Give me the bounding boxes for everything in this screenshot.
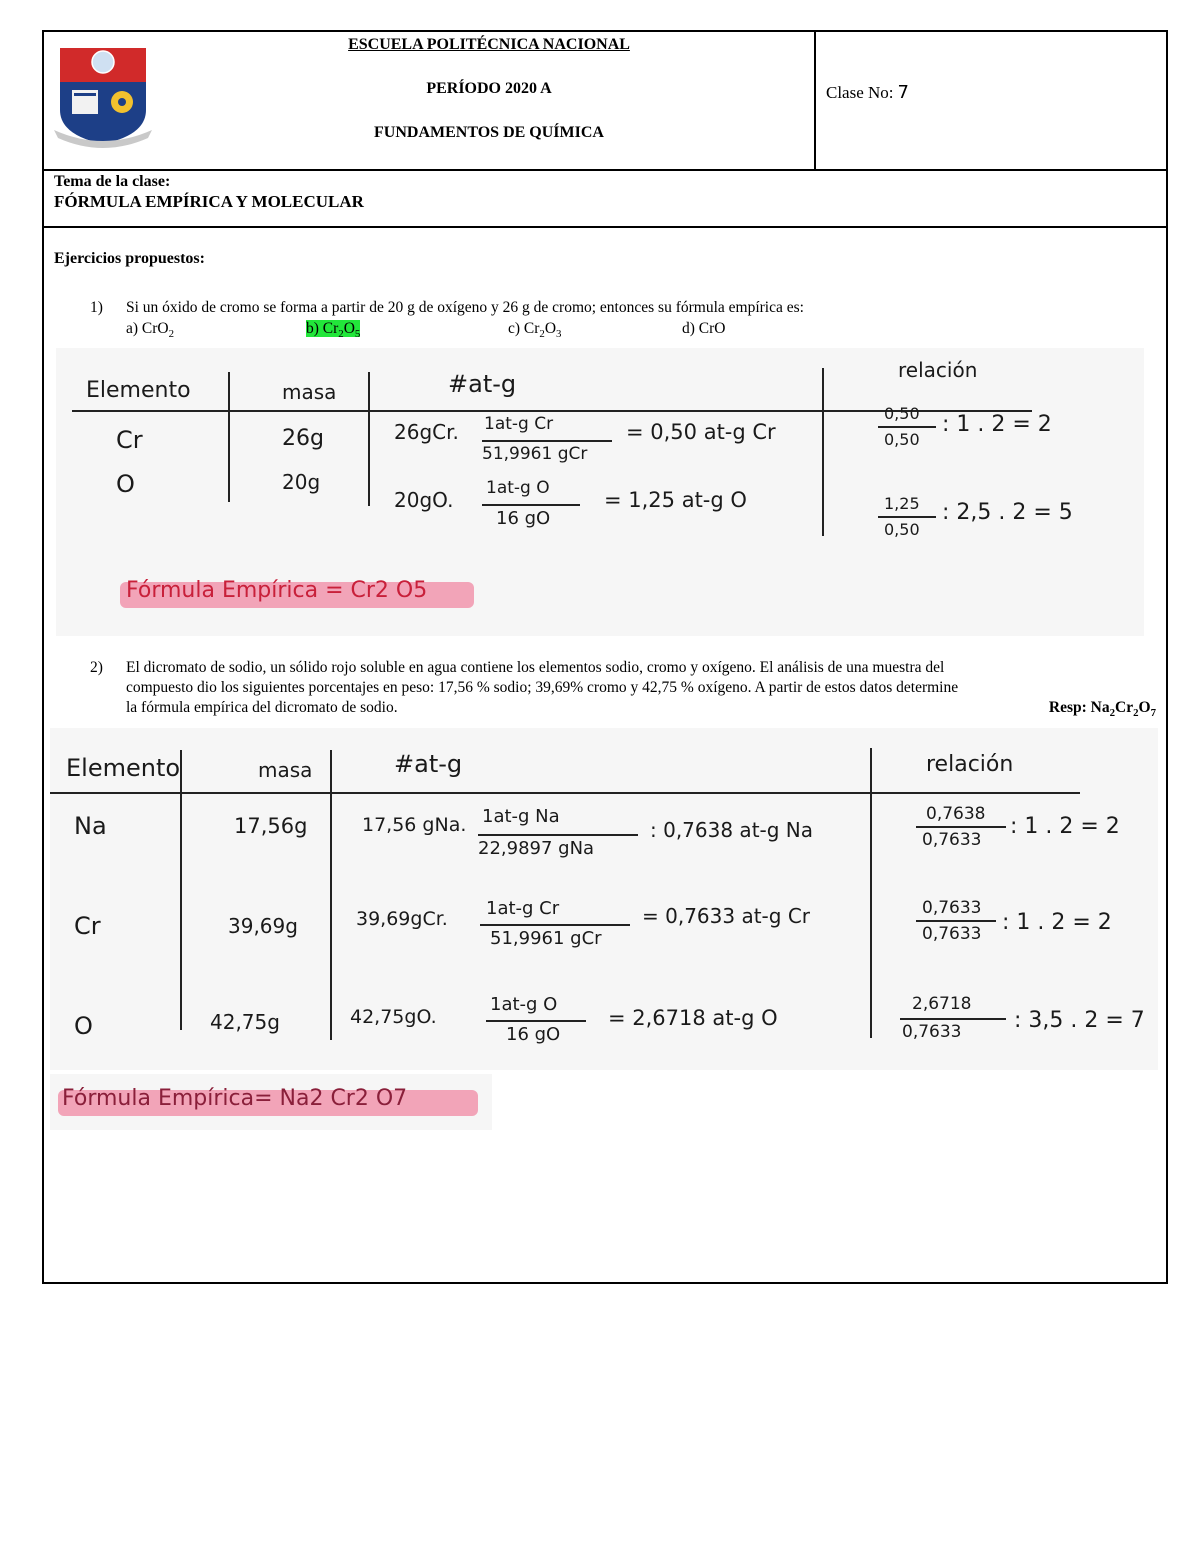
topic-value: FÓRMULA EMPÍRICA Y MOLECULAR [54,192,364,211]
q2-line-2: compuesto dio los siguientes porcentajes en peso: 17,56 % sodio; 39,69% cromo y 42,75 % oxígeno. A partir de estos datos determine [126,679,959,696]
header-at-g: #at-g [448,370,517,398]
header-elemento: Elemento [86,378,191,403]
q2-answer: Resp: $Na_2Cr_2O_7$ [1048,699,1156,720]
q2-formula: Fórmula Empírica= Na2 Cr2 O7 [62,1086,408,1111]
row-mass: 39,69g [228,914,298,938]
column-line [870,748,872,1038]
header-elemento: Elemento [66,754,181,782]
row-denominator: 16 gO [506,1024,561,1045]
header-relacion: relación [898,358,978,382]
fraction-bar [878,426,936,428]
row-result: = 1,25 at-g O [604,488,747,512]
q2-formula-strip [50,1074,492,1130]
q1-number: 1) [90,299,103,316]
header-relacion: relación [926,752,1014,777]
header-masa: masa [258,758,313,782]
class-number-box [826,82,909,103]
row-numerator: 1at-g Na [482,806,560,827]
rel-denominator: 0,50 [884,430,920,449]
class-number: 7 [897,82,909,103]
row-numerator: 1at-g Cr [486,898,560,919]
rel-denominator: 0,50 [884,520,920,539]
relation: : 1 . 2 = 2 [1010,814,1120,839]
row-result: = 0,7633 at-g Cr [642,904,811,928]
header-masa: masa [282,380,337,404]
fraction-bar [916,920,996,922]
relation: : 1 . 2 = 2 [942,412,1052,437]
row-element: O [116,470,135,498]
q1-option-c: c) $Cr_2O_3$ [508,320,562,341]
q1-option-b: b) $Cr_2O_5$ [306,320,361,341]
fraction-bar [480,924,630,926]
rel-denominator: 0,7633 [902,1022,962,1042]
fraction-bar [478,834,638,836]
rel-denominator: 0,7633 [922,924,982,944]
row-denominator: 22,9897 gNa [478,838,595,859]
fraction-bar [900,1018,1006,1020]
topic-section [44,169,1166,228]
row-numerator: 1at-g O [490,994,558,1015]
class-label: Clase No: [826,83,894,102]
column-line [330,750,332,1040]
rel-numerator: 1,25 [884,494,920,513]
school-name: ESCUELA POLITÉCNICA NACIONAL [348,36,630,53]
relation: : 3,5 . 2 = 7 [1014,1008,1145,1033]
q2-line-3: la fórmula empírica del dicromato de sodio. [126,699,398,716]
row-calc: 20gO. [394,488,454,512]
period: PERÍODO 2020 A [426,80,552,97]
rel-numerator: 0,7638 [926,804,986,824]
fraction-bar [482,504,580,506]
row-calc: 26gCr. [394,420,459,444]
row-denominator: 51,9961 gCr [482,444,588,464]
q1-option-a: a) CrO$_2$ [126,320,175,341]
row-calc: 42,75gO. [350,1006,437,1028]
fraction-bar [878,516,936,518]
row-element: O [74,1012,93,1040]
fraction-bar [916,826,1006,828]
column-line [822,368,824,536]
topic-label: Tema de la clase: [54,173,171,190]
school-logo [52,40,154,150]
column-line [180,750,182,1030]
row-calc: 39,69gCr. [356,908,448,930]
q2-line-1: El dicromato de sodio, un sólido rojo soluble en agua contiene los elementos sodio, cromo y oxígeno. El análisis de una muestra del [126,659,945,676]
row-mass: 20g [282,470,321,494]
rel-numerator: 0,50 [884,404,920,423]
header-at-g: #at-g [394,750,463,778]
q2-text [126,658,1166,718]
q2-number: 2) [90,659,103,676]
document-sheet [42,30,1168,1284]
row-denominator: 51,9961 gCr [490,928,602,949]
row-result: = 2,6718 at-g O [608,1006,778,1030]
fraction-bar [482,440,612,442]
header [44,32,1166,171]
row-result: : 0,7638 at-g Na [650,818,814,842]
row-element: Na [74,812,107,840]
q2-handwritten-table [50,728,1158,1070]
row-mass: 26g [282,426,324,451]
course-name: FUNDAMENTOS DE QUÍMICA [374,124,604,141]
row-denominator: 16 gO [496,508,551,529]
row-numerator: 1at-g O [486,478,550,498]
relation: : 2,5 . 2 = 5 [942,500,1073,525]
fraction-bar [486,1020,586,1022]
row-element: Cr [74,912,101,940]
q1-formula: Fórmula Empírica = Cr2 O5 [126,578,428,603]
rel-numerator: 0,7633 [922,898,982,918]
header-divider [814,32,816,169]
row-mass: 42,75g [210,1010,280,1034]
table-header-line [50,792,1080,794]
rel-denominator: 0,7633 [922,830,982,850]
rel-numerator: 2,6718 [912,994,972,1014]
row-calc: 17,56 gNa. [362,814,467,836]
q1-text: Si un óxido de cromo se forma a partir de 20 g de oxígeno y 26 g de cromo; entonces su fórmula empírica es: [126,299,804,316]
row-result: = 0,50 at-g Cr [626,420,776,444]
column-line [228,372,230,502]
relation: : 1 . 2 = 2 [1002,910,1112,935]
row-mass: 17,56g [234,814,308,838]
q1-option-d: d) CrO [682,320,726,337]
row-numerator: 1at-g Cr [484,414,554,434]
q1-handwritten-table [56,348,1144,636]
exercises-title: Ejercicios propuestos: [54,250,205,267]
column-line [368,372,370,506]
row-element: Cr [116,426,143,454]
